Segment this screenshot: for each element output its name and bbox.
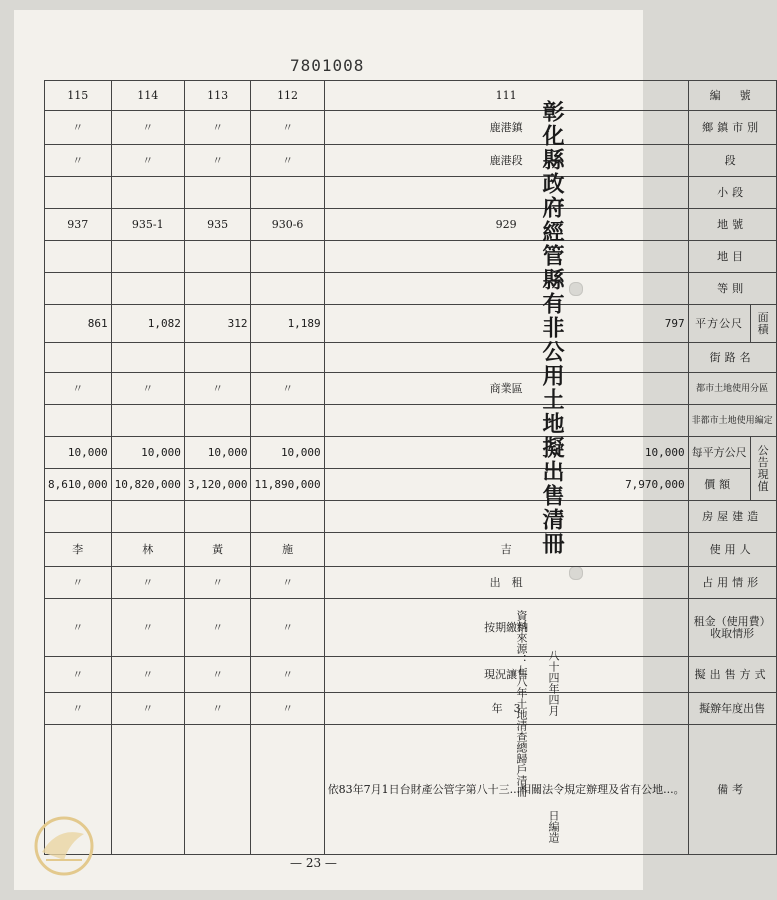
row-label-occupancy: 占用情形 bbox=[688, 567, 776, 599]
table-row bbox=[45, 567, 777, 599]
unit-price-value: 10,000 bbox=[45, 437, 112, 469]
ditto-mark: 〃 bbox=[111, 373, 184, 405]
method-value: 現況讓售 bbox=[324, 657, 688, 693]
row-label-number: 編 號 bbox=[688, 81, 776, 111]
table-row bbox=[45, 81, 777, 111]
ditto-mark: 〃 bbox=[251, 599, 324, 657]
total-price-value: 3,120,000 bbox=[184, 469, 251, 501]
ditto-mark: 〃 bbox=[45, 111, 112, 145]
year-value: 年 3 bbox=[324, 693, 688, 725]
section-value: 鹿港段 bbox=[324, 145, 688, 177]
area-value: 861 bbox=[45, 305, 112, 343]
ditto-mark: 〃 bbox=[184, 111, 251, 145]
row-label-rent: 租金（使用費）收取情形 bbox=[688, 599, 776, 657]
record-number: 114 bbox=[111, 81, 184, 111]
unit-price-value: 10,000 bbox=[184, 437, 251, 469]
unit-price-value: 10,000 bbox=[324, 437, 688, 469]
ditto-mark: 〃 bbox=[45, 373, 112, 405]
row-label-year: 擬辦年度出售 bbox=[688, 693, 776, 725]
table-row bbox=[45, 209, 777, 241]
unit-price-value: 10,000 bbox=[251, 437, 324, 469]
total-price-value: 8,610,000 bbox=[45, 469, 112, 501]
lot-number: 930-6 bbox=[251, 209, 324, 241]
table-row bbox=[45, 177, 777, 209]
table-row bbox=[45, 373, 777, 405]
row-label-district: 鄉鎮市別 bbox=[688, 111, 776, 145]
ditto-mark: 〃 bbox=[251, 111, 324, 145]
table-row bbox=[45, 343, 777, 373]
record-number: 115 bbox=[45, 81, 112, 111]
user-name: 林 bbox=[111, 533, 184, 567]
ditto-mark: 〃 bbox=[251, 693, 324, 725]
ditto-mark: 〃 bbox=[111, 657, 184, 693]
row-label-total-price: 價額 bbox=[688, 469, 750, 501]
ditto-mark: 〃 bbox=[251, 373, 324, 405]
unit-price-value: 10,000 bbox=[111, 437, 184, 469]
ditto-mark: 〃 bbox=[45, 145, 112, 177]
record-number: 113 bbox=[184, 81, 251, 111]
lot-number: 929 bbox=[324, 209, 688, 241]
row-label-section: 段 bbox=[688, 145, 776, 177]
ditto-mark: 〃 bbox=[184, 599, 251, 657]
page-number: — 23 — bbox=[290, 856, 337, 870]
row-label-grade: 等則 bbox=[688, 273, 776, 305]
ditto-mark: 〃 bbox=[184, 373, 251, 405]
district-value: 鹿港鎮 bbox=[324, 111, 688, 145]
row-label-unit-price: 每平方公尺 bbox=[688, 437, 750, 469]
user-name: 施 bbox=[251, 533, 324, 567]
document-number: 7801008 bbox=[290, 56, 365, 75]
ditto-mark: 〃 bbox=[184, 145, 251, 177]
row-label-nonurban-zone: 非都市土地使用編定 bbox=[688, 405, 776, 437]
table-row bbox=[45, 533, 777, 567]
remarks-value: 依83年7月1日台財產公管字第八十三...相關法令規定辦理及省有公地...。 bbox=[324, 725, 688, 855]
user-name: 黃 bbox=[184, 533, 251, 567]
rent-value: 按期繳納 bbox=[324, 599, 688, 657]
table-row bbox=[45, 501, 777, 533]
ditto-mark: 〃 bbox=[111, 567, 184, 599]
area-value: 312 bbox=[184, 305, 251, 343]
table-row bbox=[45, 273, 777, 305]
table-row bbox=[45, 693, 777, 725]
row-label-area-unit: 平方公尺 bbox=[688, 305, 750, 343]
document-title: 彰化縣政府經管縣有非公用土地擬出售清冊 bbox=[539, 100, 565, 556]
row-label-method: 擬出售方式 bbox=[688, 657, 776, 693]
data-source-note: 資料來源：七八年土地清查總歸戶清冊 bbox=[515, 610, 528, 797]
table-row bbox=[45, 145, 777, 177]
table-row bbox=[45, 599, 777, 657]
ditto-mark: 〃 bbox=[45, 599, 112, 657]
lot-number: 935 bbox=[184, 209, 251, 241]
area-value: 1,082 bbox=[111, 305, 184, 343]
row-label-remarks: 備考 bbox=[688, 725, 776, 855]
ditto-mark: 〃 bbox=[184, 657, 251, 693]
row-label-price: 公告現值 bbox=[750, 437, 776, 501]
ditto-mark: 〃 bbox=[184, 693, 251, 725]
table-row bbox=[45, 657, 777, 693]
total-price-value: 7,970,000 bbox=[324, 469, 688, 501]
lot-number: 935-1 bbox=[111, 209, 184, 241]
zone-value: 商業區 bbox=[324, 373, 688, 405]
library-watermark-logo bbox=[24, 808, 104, 878]
area-value: 797 bbox=[324, 305, 688, 343]
ditto-mark: 〃 bbox=[111, 145, 184, 177]
row-label-subsection: 小段 bbox=[688, 177, 776, 209]
table-row bbox=[45, 437, 777, 469]
ditto-mark: 〃 bbox=[184, 567, 251, 599]
total-price-value: 10,820,000 bbox=[111, 469, 184, 501]
ledger-table bbox=[44, 80, 777, 855]
total-price-value: 11,890,000 bbox=[251, 469, 324, 501]
user-name: 李 bbox=[45, 533, 112, 567]
row-label-urban-zone: 都市土地使用分區 bbox=[688, 373, 776, 405]
ditto-mark: 〃 bbox=[45, 693, 112, 725]
row-label-building: 房屋建造 bbox=[688, 501, 776, 533]
ditto-mark: 〃 bbox=[111, 599, 184, 657]
compile-date: 八十四年四月 bbox=[547, 650, 560, 716]
table-row bbox=[45, 405, 777, 437]
row-label-street: 街路名 bbox=[688, 343, 776, 373]
row-label-area: 面積 bbox=[750, 305, 776, 343]
row-label-category: 地目 bbox=[688, 241, 776, 273]
table-row bbox=[45, 725, 777, 855]
occupancy-value: 出 租 bbox=[324, 567, 688, 599]
record-number: 112 bbox=[251, 81, 324, 111]
ditto-mark: 〃 bbox=[45, 657, 112, 693]
table-row bbox=[45, 241, 777, 273]
ditto-mark: 〃 bbox=[251, 657, 324, 693]
table-row bbox=[45, 305, 777, 343]
row-label-user: 使用人 bbox=[688, 533, 776, 567]
record-number: 111 bbox=[324, 81, 688, 111]
user-name: 吉 bbox=[324, 533, 688, 567]
ditto-mark: 〃 bbox=[251, 145, 324, 177]
compile-note: 日編造 bbox=[547, 810, 560, 843]
ditto-mark: 〃 bbox=[111, 693, 184, 725]
area-value: 1,189 bbox=[251, 305, 324, 343]
row-label-lot: 地號 bbox=[688, 209, 776, 241]
ditto-mark: 〃 bbox=[251, 567, 324, 599]
ditto-mark: 〃 bbox=[111, 111, 184, 145]
table-row bbox=[45, 469, 777, 501]
lot-number: 937 bbox=[45, 209, 112, 241]
ditto-mark: 〃 bbox=[45, 567, 112, 599]
table-row bbox=[45, 111, 777, 145]
